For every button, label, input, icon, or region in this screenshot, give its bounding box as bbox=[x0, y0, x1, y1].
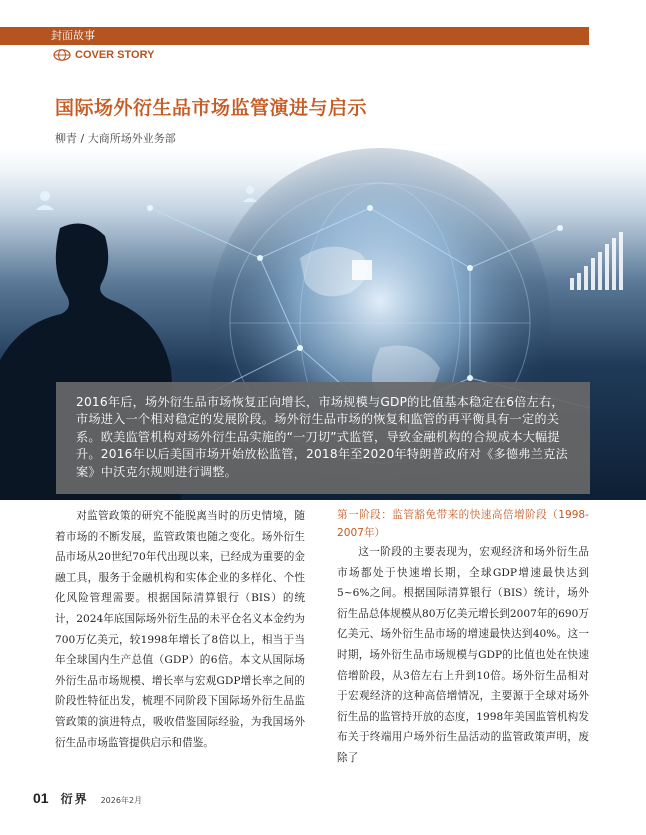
right-column bbox=[337, 506, 589, 769]
section-banner bbox=[0, 27, 589, 45]
cover-story-text: COVER STORY bbox=[75, 49, 155, 61]
magazine-name: 衍界 bbox=[60, 792, 89, 806]
globe-logo-icon bbox=[53, 49, 71, 61]
issue-date: 2026年2月 bbox=[100, 796, 143, 805]
summary-box bbox=[56, 382, 590, 494]
article-byline: 柳青 / 大商所场外业务部 bbox=[55, 132, 176, 145]
left-column bbox=[55, 506, 305, 753]
right-column-paragraph: 这一阶段的主要表现为，宏观经济和场外衍生品市场都处于快速增长期，全球GDP增速最快达到5~6%之间。根据国际清算银行（BIS）统计，场外衍生品总体规模从80万亿美元增长到2007年的690万亿美元、场外衍生品市场的增速最快达到40%。这一时期，场外衍生品市场规模与GDP的比值也处在快速倍增阶段，从3倍左右上升到10倍。场外衍生品相对于宏观经济的这种高倍增情况，主要源于全球对场外衍生品的监管持开放的态度，1998年美国监管机构发布关于终端用户场外衍生品活动的监管政策声明，废除了 bbox=[337, 546, 589, 764]
article-title: 国际场外衍生品市场监管演进与启示 bbox=[55, 97, 368, 119]
page-footer bbox=[33, 790, 142, 807]
cover-story-label bbox=[53, 48, 154, 62]
section-label: 封面故事 bbox=[51, 29, 95, 42]
section-heading: 第一阶段：监管豁免带来的快速高倍增阶段（1998-2007年） bbox=[337, 509, 589, 539]
page-number: 01 bbox=[33, 790, 49, 806]
summary-text: 2016年后，场外衍生品市场恢复正向增长，市场规模与GDP的比值基本稳定在6倍左右，市场进入一个相对稳定的发展阶段。场外衍生品市场的恢复和监管的再平衡具有一定的关系。欧美监管机构对场外衍生品实施的“一刀切”式监管，导致金融机构的合规成本大幅提升。2016年以后美国市场开始放松监管，2018年至2020年特朗普政府对《多德弗兰克法案》中沃克尔规则进行调整。 bbox=[76, 395, 568, 479]
left-column-paragraph: 对监管政策的研究不能脱离当时的历史情境，随着市场的不断发展，监管政策也随之变化。场外衍生品市场从20世纪70年代出现以来，已经成为重要的金融工具，服务于金融机构和实体企业的多样化、个性化风险管理需要。根据国际清算银行（BIS）的统计，2024年底国际场外衍生品的未平仓名义本金约为700万亿美元，较1998年增长了8倍以上，相当于当年全球国内生产总值（GDP）的6倍。本文从国际场外衍生品市场规模、增长率与宏观GDP增长率之间的阶段性特征出发，梳理不同阶段下国际场外衍生品监管政策的演进特点，吸收借鉴国际经验，为我国场外衍生品市场监管提供启示和借鉴。 bbox=[55, 510, 305, 749]
